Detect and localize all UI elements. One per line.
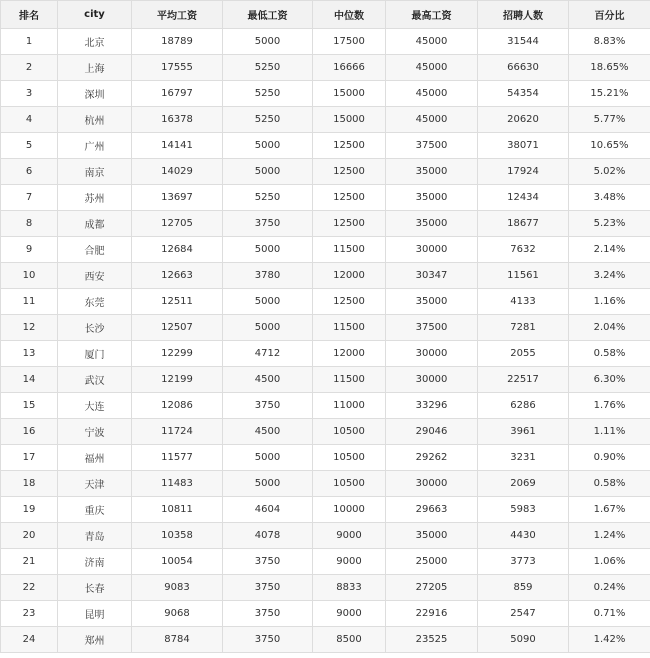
header-min-salary[interactable]: 最低工资 <box>223 1 313 29</box>
cell-median: 15000 <box>313 81 386 107</box>
cell-rank: 15 <box>1 393 58 419</box>
cell-max-salary: 30000 <box>386 367 478 393</box>
cell-median: 17500 <box>313 29 386 55</box>
table-row <box>1 107 650 133</box>
cell-percentage: 1.16% <box>569 289 650 315</box>
cell-hiring-count: 7281 <box>478 315 569 341</box>
cell-hiring-count: 4133 <box>478 289 569 315</box>
cell-hiring-count: 3231 <box>478 445 569 471</box>
cell-city: 成都 <box>58 211 132 237</box>
cell-min-salary: 5250 <box>223 55 313 81</box>
cell-percentage: 0.24% <box>569 575 650 601</box>
cell-avg-salary: 10358 <box>132 523 223 549</box>
cell-percentage: 1.42% <box>569 627 650 653</box>
header-city[interactable]: city <box>58 1 132 29</box>
cell-min-salary: 4500 <box>223 367 313 393</box>
cell-city: 福州 <box>58 445 132 471</box>
cell-percentage: 1.76% <box>569 393 650 419</box>
table-row <box>1 549 650 575</box>
cell-hiring-count: 5090 <box>478 627 569 653</box>
cell-median: 10500 <box>313 419 386 445</box>
cell-median: 11500 <box>313 315 386 341</box>
cell-max-salary: 37500 <box>386 315 478 341</box>
cell-city: 长沙 <box>58 315 132 341</box>
cell-hiring-count: 54354 <box>478 81 569 107</box>
cell-hiring-count: 11561 <box>478 263 569 289</box>
table-row <box>1 341 650 367</box>
table-row <box>1 159 650 185</box>
cell-hiring-count: 2069 <box>478 471 569 497</box>
cell-median: 15000 <box>313 107 386 133</box>
cell-max-salary: 22916 <box>386 601 478 627</box>
cell-city: 宁波 <box>58 419 132 445</box>
cell-min-salary: 3750 <box>223 575 313 601</box>
cell-avg-salary: 12299 <box>132 341 223 367</box>
cell-min-salary: 4712 <box>223 341 313 367</box>
cell-rank: 12 <box>1 315 58 341</box>
cell-min-salary: 5000 <box>223 159 313 185</box>
cell-max-salary: 45000 <box>386 29 478 55</box>
header-avg-salary[interactable]: 平均工资 <box>132 1 223 29</box>
cell-rank: 2 <box>1 55 58 81</box>
cell-percentage: 0.58% <box>569 471 650 497</box>
cell-rank: 7 <box>1 185 58 211</box>
cell-max-salary: 30000 <box>386 237 478 263</box>
cell-median: 8833 <box>313 575 386 601</box>
cell-min-salary: 3750 <box>223 601 313 627</box>
cell-rank: 11 <box>1 289 58 315</box>
cell-min-salary: 5000 <box>223 471 313 497</box>
cell-hiring-count: 6286 <box>478 393 569 419</box>
header-rank[interactable]: 排名 <box>1 1 58 29</box>
cell-percentage: 6.30% <box>569 367 650 393</box>
cell-max-salary: 45000 <box>386 55 478 81</box>
cell-median: 11500 <box>313 367 386 393</box>
cell-hiring-count: 3773 <box>478 549 569 575</box>
table-header <box>1 1 650 29</box>
cell-max-salary: 30347 <box>386 263 478 289</box>
cell-percentage: 1.24% <box>569 523 650 549</box>
cell-max-salary: 33296 <box>386 393 478 419</box>
header-row <box>1 1 650 29</box>
cell-percentage: 2.14% <box>569 237 650 263</box>
cell-min-salary: 5000 <box>223 289 313 315</box>
cell-rank: 17 <box>1 445 58 471</box>
cell-city: 广州 <box>58 133 132 159</box>
table-row <box>1 55 650 81</box>
cell-max-salary: 35000 <box>386 211 478 237</box>
cell-avg-salary: 11724 <box>132 419 223 445</box>
cell-median: 12500 <box>313 133 386 159</box>
cell-city: 重庆 <box>58 497 132 523</box>
cell-city: 武汉 <box>58 367 132 393</box>
cell-city: 合肥 <box>58 237 132 263</box>
cell-min-salary: 3750 <box>223 549 313 575</box>
cell-avg-salary: 12507 <box>132 315 223 341</box>
table-row <box>1 315 650 341</box>
cell-rank: 16 <box>1 419 58 445</box>
cell-median: 12000 <box>313 341 386 367</box>
table-row <box>1 211 650 237</box>
table-row <box>1 471 650 497</box>
cell-percentage: 0.58% <box>569 341 650 367</box>
table-row <box>1 523 650 549</box>
cell-city: 大连 <box>58 393 132 419</box>
cell-hiring-count: 38071 <box>478 133 569 159</box>
cell-rank: 24 <box>1 627 58 653</box>
cell-avg-salary: 13697 <box>132 185 223 211</box>
table-row <box>1 627 650 653</box>
cell-min-salary: 5000 <box>223 315 313 341</box>
cell-min-salary: 5000 <box>223 237 313 263</box>
cell-rank: 9 <box>1 237 58 263</box>
cell-hiring-count: 31544 <box>478 29 569 55</box>
cell-max-salary: 30000 <box>386 471 478 497</box>
cell-rank: 5 <box>1 133 58 159</box>
cell-avg-salary: 16378 <box>132 107 223 133</box>
cell-rank: 13 <box>1 341 58 367</box>
cell-percentage: 10.65% <box>569 133 650 159</box>
cell-avg-salary: 8784 <box>132 627 223 653</box>
cell-city: 东莞 <box>58 289 132 315</box>
cell-hiring-count: 20620 <box>478 107 569 133</box>
cell-percentage: 5.02% <box>569 159 650 185</box>
cell-city: 南京 <box>58 159 132 185</box>
cell-avg-salary: 12705 <box>132 211 223 237</box>
table-row <box>1 419 650 445</box>
cell-min-salary: 3750 <box>223 627 313 653</box>
cell-rank: 8 <box>1 211 58 237</box>
cell-hiring-count: 7632 <box>478 237 569 263</box>
cell-avg-salary: 17555 <box>132 55 223 81</box>
cell-median: 11000 <box>313 393 386 419</box>
cell-min-salary: 5250 <box>223 81 313 107</box>
cell-avg-salary: 9068 <box>132 601 223 627</box>
cell-rank: 18 <box>1 471 58 497</box>
cell-rank: 6 <box>1 159 58 185</box>
cell-rank: 1 <box>1 29 58 55</box>
cell-median: 12500 <box>313 159 386 185</box>
cell-median: 9000 <box>313 601 386 627</box>
cell-percentage: 5.77% <box>569 107 650 133</box>
cell-median: 16666 <box>313 55 386 81</box>
cell-median: 10500 <box>313 445 386 471</box>
cell-avg-salary: 12199 <box>132 367 223 393</box>
table-row <box>1 263 650 289</box>
cell-hiring-count: 2055 <box>478 341 569 367</box>
cell-median: 9000 <box>313 523 386 549</box>
cell-avg-salary: 18789 <box>132 29 223 55</box>
cell-rank: 10 <box>1 263 58 289</box>
cell-rank: 4 <box>1 107 58 133</box>
cell-percentage: 0.71% <box>569 601 650 627</box>
cell-percentage: 1.11% <box>569 419 650 445</box>
cell-median: 9000 <box>313 549 386 575</box>
cell-median: 10000 <box>313 497 386 523</box>
cell-rank: 20 <box>1 523 58 549</box>
cell-median: 12500 <box>313 185 386 211</box>
cell-avg-salary: 10054 <box>132 549 223 575</box>
cell-median: 12500 <box>313 289 386 315</box>
cell-hiring-count: 4430 <box>478 523 569 549</box>
cell-avg-salary: 11483 <box>132 471 223 497</box>
cell-percentage: 15.21% <box>569 81 650 107</box>
cell-max-salary: 37500 <box>386 133 478 159</box>
table-row <box>1 601 650 627</box>
cell-city: 杭州 <box>58 107 132 133</box>
cell-avg-salary: 14141 <box>132 133 223 159</box>
cell-avg-salary: 12511 <box>132 289 223 315</box>
cell-rank: 14 <box>1 367 58 393</box>
cell-max-salary: 29046 <box>386 419 478 445</box>
cell-hiring-count: 22517 <box>478 367 569 393</box>
cell-min-salary: 3780 <box>223 263 313 289</box>
cell-avg-salary: 10811 <box>132 497 223 523</box>
cell-city: 厦门 <box>58 341 132 367</box>
cell-avg-salary: 12086 <box>132 393 223 419</box>
table-row <box>1 445 650 471</box>
cell-max-salary: 45000 <box>386 81 478 107</box>
cell-hiring-count: 859 <box>478 575 569 601</box>
cell-percentage: 8.83% <box>569 29 650 55</box>
cell-avg-salary: 12663 <box>132 263 223 289</box>
cell-city: 昆明 <box>58 601 132 627</box>
cell-median: 10500 <box>313 471 386 497</box>
cell-min-salary: 3750 <box>223 211 313 237</box>
header-hiring-count[interactable]: 招聘人数 <box>478 1 569 29</box>
cell-max-salary: 35000 <box>386 185 478 211</box>
cell-avg-salary: 14029 <box>132 159 223 185</box>
cell-percentage: 0.90% <box>569 445 650 471</box>
cell-hiring-count: 66630 <box>478 55 569 81</box>
cell-city: 济南 <box>58 549 132 575</box>
cell-min-salary: 3750 <box>223 393 313 419</box>
cell-avg-salary: 12684 <box>132 237 223 263</box>
cell-min-salary: 5000 <box>223 445 313 471</box>
cell-hiring-count: 18677 <box>478 211 569 237</box>
cell-min-salary: 5250 <box>223 107 313 133</box>
cell-city: 青岛 <box>58 523 132 549</box>
table-row <box>1 367 650 393</box>
cell-hiring-count: 17924 <box>478 159 569 185</box>
table-row <box>1 289 650 315</box>
cell-percentage: 5.23% <box>569 211 650 237</box>
cell-percentage: 2.04% <box>569 315 650 341</box>
table-row <box>1 185 650 211</box>
cell-max-salary: 23525 <box>386 627 478 653</box>
cell-max-salary: 25000 <box>386 549 478 575</box>
cell-median: 8500 <box>313 627 386 653</box>
cell-rank: 23 <box>1 601 58 627</box>
cell-rank: 19 <box>1 497 58 523</box>
cell-max-salary: 35000 <box>386 523 478 549</box>
cell-median: 12000 <box>313 263 386 289</box>
cell-max-salary: 29262 <box>386 445 478 471</box>
header-median[interactable]: 中位数 <box>313 1 386 29</box>
cell-max-salary: 45000 <box>386 107 478 133</box>
cell-city: 西安 <box>58 263 132 289</box>
cell-min-salary: 5000 <box>223 29 313 55</box>
cell-percentage: 3.48% <box>569 185 650 211</box>
cell-hiring-count: 2547 <box>478 601 569 627</box>
table-row <box>1 575 650 601</box>
cell-city: 长春 <box>58 575 132 601</box>
cell-rank: 21 <box>1 549 58 575</box>
cell-min-salary: 4500 <box>223 419 313 445</box>
cell-avg-salary: 9083 <box>132 575 223 601</box>
cell-max-salary: 27205 <box>386 575 478 601</box>
cell-min-salary: 5250 <box>223 185 313 211</box>
cell-max-salary: 30000 <box>386 341 478 367</box>
table-row <box>1 237 650 263</box>
cell-city: 上海 <box>58 55 132 81</box>
cell-max-salary: 35000 <box>386 159 478 185</box>
table-row <box>1 29 650 55</box>
cell-avg-salary: 11577 <box>132 445 223 471</box>
cell-median: 11500 <box>313 237 386 263</box>
table-row <box>1 133 650 159</box>
table-body <box>1 29 650 653</box>
cell-median: 12500 <box>313 211 386 237</box>
cell-hiring-count: 3961 <box>478 419 569 445</box>
cell-hiring-count: 12434 <box>478 185 569 211</box>
table-row <box>1 393 650 419</box>
cell-city: 北京 <box>58 29 132 55</box>
cell-min-salary: 4604 <box>223 497 313 523</box>
cell-city: 苏州 <box>58 185 132 211</box>
header-max-salary[interactable]: 最高工资 <box>386 1 478 29</box>
cell-min-salary: 4078 <box>223 523 313 549</box>
cell-avg-salary: 16797 <box>132 81 223 107</box>
cell-city: 深圳 <box>58 81 132 107</box>
cell-max-salary: 35000 <box>386 289 478 315</box>
header-percentage[interactable]: 百分比 <box>569 1 650 29</box>
cell-city: 天津 <box>58 471 132 497</box>
cell-min-salary: 5000 <box>223 133 313 159</box>
cell-max-salary: 29663 <box>386 497 478 523</box>
cell-percentage: 1.67% <box>569 497 650 523</box>
table-row <box>1 81 650 107</box>
cell-percentage: 18.65% <box>569 55 650 81</box>
cell-percentage: 3.24% <box>569 263 650 289</box>
cell-rank: 22 <box>1 575 58 601</box>
cell-hiring-count: 5983 <box>478 497 569 523</box>
table-row <box>1 497 650 523</box>
cell-percentage: 1.06% <box>569 549 650 575</box>
cell-rank: 3 <box>1 81 58 107</box>
cell-city: 郑州 <box>58 627 132 653</box>
